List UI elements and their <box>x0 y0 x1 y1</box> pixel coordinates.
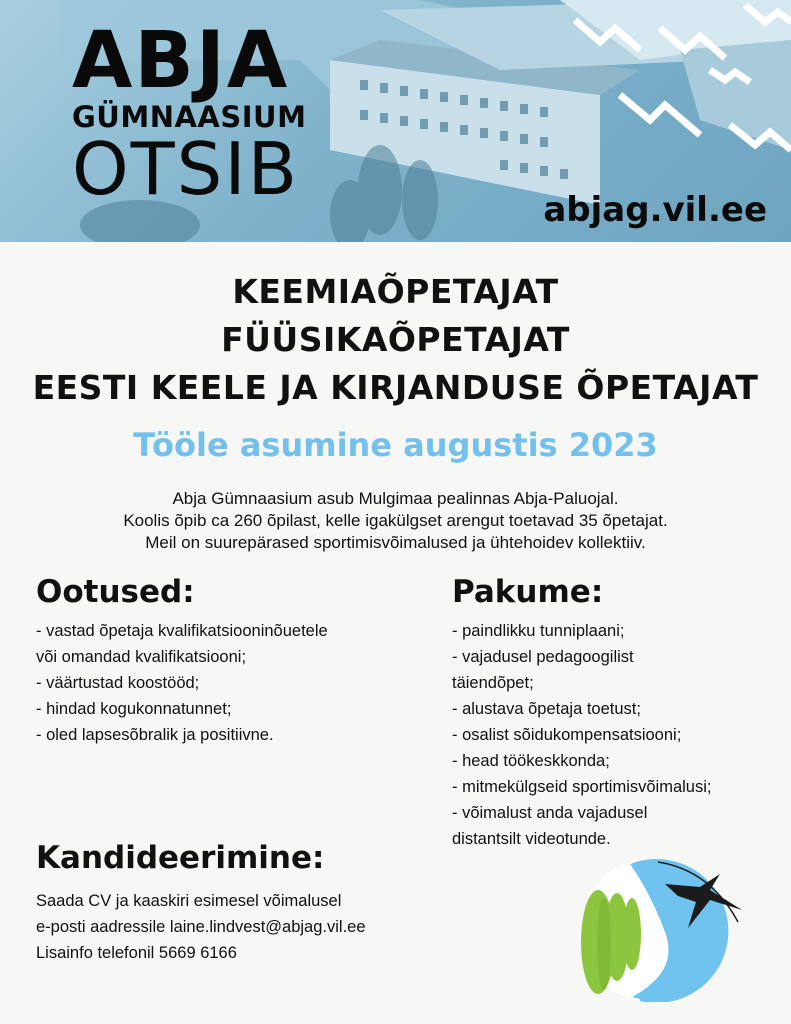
offers-list <box>452 618 772 852</box>
list-item: - võimalust anda vajadusel <box>452 804 648 822</box>
application-heading: Kandideerimine: <box>36 840 325 876</box>
intro-line: Abja Gümnaasium asub Mulgimaa pealinnas Abja-Paluojal. <box>172 489 619 508</box>
list-item: - head töökeskkonda; <box>452 752 610 770</box>
school-name-line1: ABJA <box>72 16 290 106</box>
expectations-heading: Ootused: <box>36 574 195 610</box>
application-line: Lisainfo telefonil 5669 6166 <box>36 944 237 962</box>
application-line: Saada CV ja kaaskiri esimesel võimalusel <box>36 892 342 910</box>
application-line[interactable]: e-posti aadressile laine.lindvest@abjag.vil.ee <box>36 918 366 936</box>
school-title <box>72 16 307 211</box>
intro-line: Meil on suurepärased sportimisvõimalused ja ühtehoidev kollektiiv. <box>145 533 646 552</box>
position-title: EESTI KEELE JA KIRJANDUSE ÕPETAJAT <box>32 368 759 407</box>
school-logo-icon <box>570 852 750 1002</box>
offers-heading: Pakume: <box>452 574 604 610</box>
list-item: - vajadusel pedagoogilist <box>452 648 634 666</box>
position-title: KEEMIAÕPETAJAT <box>232 272 559 311</box>
list-item: - vastad õpetaja kvalifikatsiooninõuetele <box>36 622 328 640</box>
intro-text <box>0 488 791 554</box>
list-item: - osalist sõidukompensatsiooni; <box>452 726 682 744</box>
school-name-line3: OTSIB <box>72 127 299 211</box>
list-item: - mitmekülgseid sportimisvõimalusi; <box>452 778 712 796</box>
job-positions <box>0 268 791 412</box>
intro-line: Koolis õpib ca 260 õpilast, kelle igakülgset arengut toetavad 35 õpetajat. <box>123 511 668 530</box>
expectations-section <box>36 572 426 748</box>
offers-section <box>452 572 772 852</box>
list-item: täiendõpet; <box>452 674 534 692</box>
list-item: - väärtustad koostööd; <box>36 674 200 692</box>
list-item: või omandad kvalifikatsiooni; <box>36 648 247 666</box>
expectations-list <box>36 618 426 748</box>
start-date: Tööle asumine augustis 2023 <box>133 426 658 464</box>
list-item: - paindlikku tunniplaani; <box>452 622 625 640</box>
list-item: - alustava õpetaja toetust; <box>452 700 641 718</box>
application-section <box>36 838 536 966</box>
list-item: - oled lapsesõbralik ja positiivne. <box>36 726 274 744</box>
list-item: - hindad kogukonnatunnet; <box>36 700 232 718</box>
header-banner <box>0 0 791 242</box>
zigzag-decoration <box>560 0 791 180</box>
position-title: FÜÜSIKAÕPETAJAT <box>221 320 570 359</box>
application-text <box>36 888 536 966</box>
website-link[interactable]: abjag.vil.ee <box>543 190 767 230</box>
list-item: distantsilt videotunde. <box>452 830 611 848</box>
school-name-line2: GÜMNAASIUM <box>72 100 307 134</box>
